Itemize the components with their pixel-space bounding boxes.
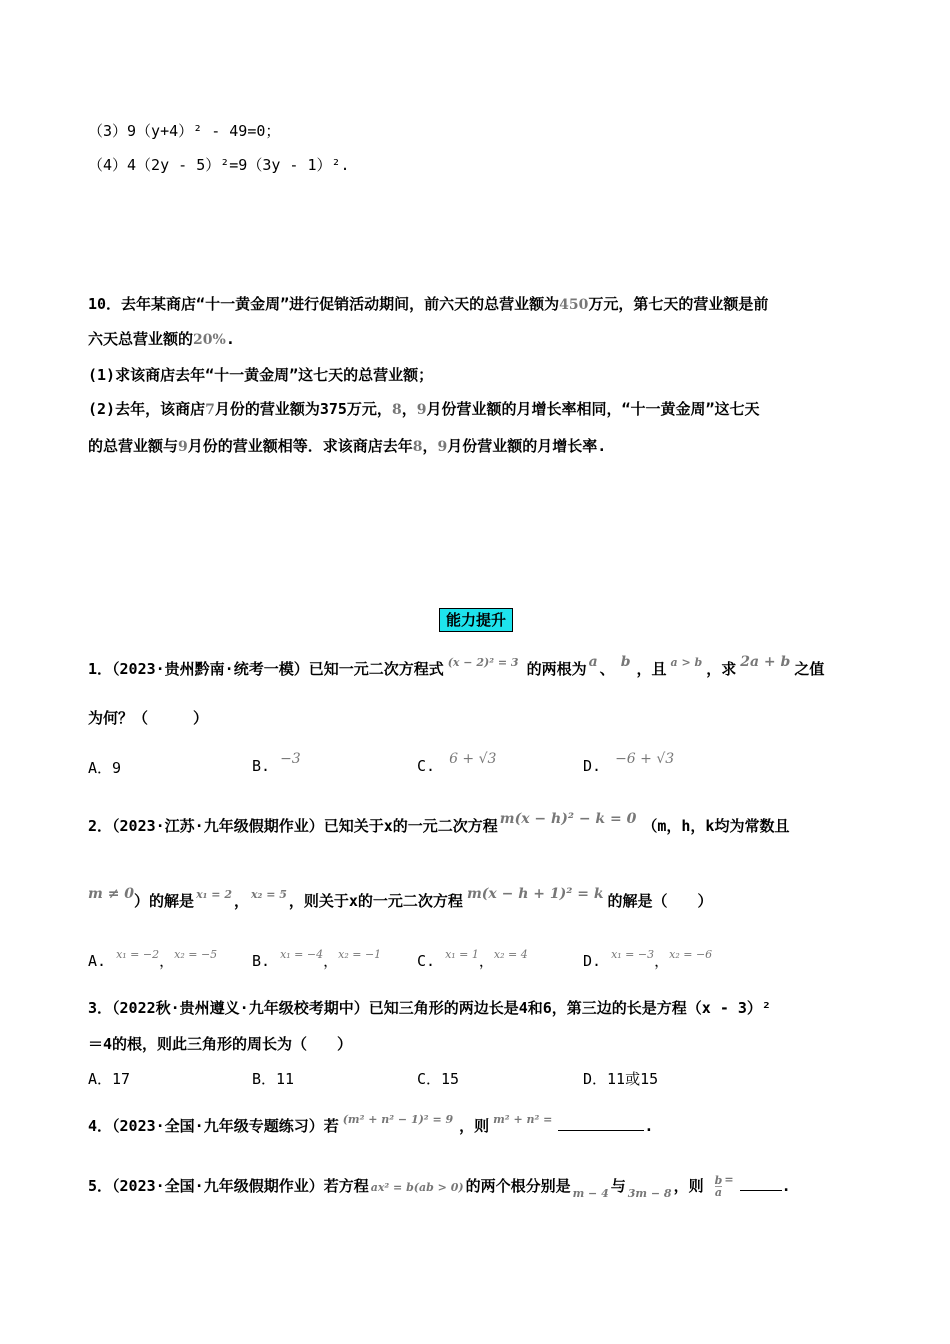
p1-option-a: A．9: [88, 759, 122, 777]
p3-option-b: B．11: [252, 1070, 295, 1088]
p3-line-2: ＝4的根，则此三角形的周长为（ ）: [88, 1035, 353, 1053]
fraction-b-over-a: $\frac{b}{a}$: [714, 1174, 723, 1199]
math-450: 450: [559, 297, 589, 313]
p2-option-b: B. $^{x_1 = -4}$，$^{x_2 = -1}$: [252, 948, 382, 970]
p1-line-1: 1．（2023·贵州黔南·统考一模）已知一元二次方程式 $^{(x - 2)^2 = 3}$ 的两根为 a 、 b ，且 $^{a > b}$ ，求 2a + b 之值: [88, 654, 825, 678]
math-8: 8: [391, 402, 402, 418]
p2-option-a: A. $^{x_1 = -2}$，$^{x_2 = -5}$: [88, 948, 218, 970]
section-title: 能力提升: [439, 608, 513, 632]
p1-option-d: D. −6 + √3: [583, 751, 675, 775]
p3-option-c: C．15: [417, 1070, 460, 1088]
p1-option-b: B. −3: [252, 751, 301, 775]
math-equation: (x − 2)² = 3: [447, 656, 519, 669]
p3-line-1: 3．（2022秋·贵州遵义·九年级校考期中）已知三角形的两边长是4和6，第三边的长是方程（x - 3）²: [88, 999, 771, 1017]
q10-sub-1: (1)求该商店去年“十一黄金周”这七天的总营业额；: [88, 366, 434, 384]
p1-option-c: C. 6 + √3: [417, 751, 497, 775]
math-20-percent: 20%: [193, 332, 226, 348]
q10-sub-2-cont: 的总营业额与9月份的营业额相等．求该商店去年8，9月份营业额的月增长率.: [88, 437, 607, 455]
math-equation: ax² = b(ab > 0): [370, 1181, 464, 1194]
p2-option-c: C. $^{x_1 = 1}$，$^{x_2 = 4}$: [417, 948, 528, 970]
p1-line-2: 为何？（ ）: [88, 709, 209, 727]
p3-option-a: A．17: [88, 1070, 131, 1088]
p2-line-2: m ≠ 0）的解是 $^{x_1 = 2}$ ， $^{x_2 = 5}$ ，则关于x的一元二次方程 m(x − h + 1)² = k 的解是（ ）: [88, 886, 713, 910]
math-7: 7: [205, 402, 215, 418]
q10-line-2: 六天总营业额的20%.: [88, 330, 235, 348]
p5-line: 5．（2023·全国·九年级假期作业）若方程 ax² = b(ab > 0) 的两个根分别是 $_{m - 4}$ 与 $_{3m - 8}$ ，则 $\frac{b}{a}$ = .: [88, 1173, 791, 1200]
p4-line: 4．（2023·全国·九年级专题练习）若 $^{(m^2 + n^2 - 1)^2 = 9}$ ，则 $^{m^2 + n^2 =}$ .: [88, 1113, 654, 1135]
q10-sub-2: (2)去年，该商店7月份的营业额为375万元，8，9月份营业额的月增长率相同，“十一黄金周”这七天: [88, 400, 760, 418]
answer-blank[interactable]: [740, 1176, 782, 1191]
math-equation: (m² + n² − 1)² = 9: [342, 1113, 454, 1126]
math-9: 9: [416, 402, 427, 418]
p3-option-d: D．11或15: [583, 1070, 659, 1088]
p2-option-d: D. $^{x_1 = -3}$，$^{x_2 = -6}$: [583, 948, 713, 970]
p2-line-1: 2．（2023·江苏·九年级假期作业）已知关于x的一元二次方程 m(x − h)² − k = 0 （m，h，k均为常数且: [88, 811, 790, 835]
equation-item-4: （4）4（2y - 5）²=9（3y - 1）².: [88, 156, 350, 174]
equation-item-3: （3）9（y+4）² - 49=0；: [88, 122, 281, 140]
math-equation: m(x − h)² − k = 0: [499, 811, 637, 827]
q10-line-1: 10．去年某商店“十一黄金周”进行促销活动期间，前六天的总营业额为450万元，第七天的营业额是前: [88, 295, 769, 313]
answer-blank[interactable]: [558, 1116, 644, 1131]
